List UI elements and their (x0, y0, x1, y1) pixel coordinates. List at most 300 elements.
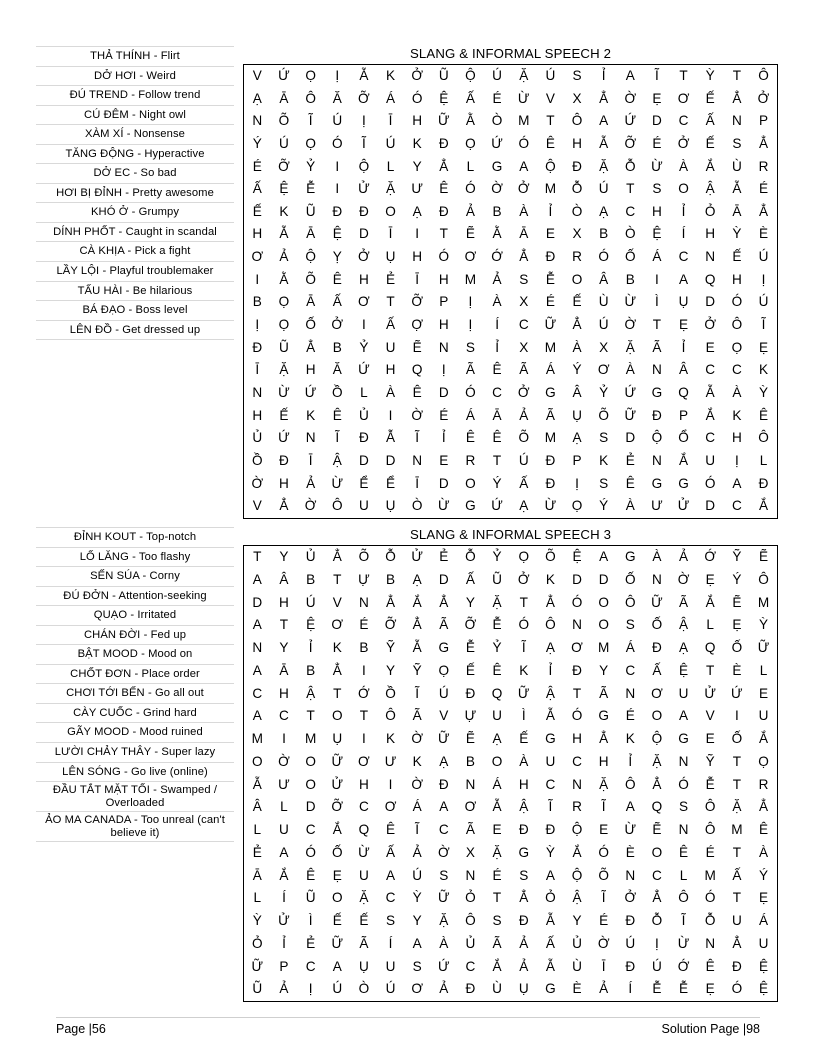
grid-cell[interactable]: Ú (518, 452, 529, 468)
grid-cell[interactable]: Ì (308, 913, 313, 928)
grid-cell[interactable]: L (759, 662, 768, 678)
grid-cell[interactable]: H (705, 226, 716, 242)
grid-cell[interactable]: A (679, 271, 689, 287)
grid-cell[interactable]: H (598, 753, 609, 769)
grid-cell[interactable]: Đ (572, 662, 582, 678)
grid-cell[interactable]: Ẵ (545, 708, 555, 724)
grid-cell[interactable]: Ệ (652, 226, 662, 242)
grid-cell[interactable]: T (519, 594, 528, 610)
grid-cell[interactable]: G (651, 384, 663, 400)
grid-cell[interactable]: T (492, 890, 502, 906)
grid-cell[interactable]: X (572, 90, 582, 106)
grid-cell[interactable]: Y (279, 549, 289, 564)
grid-cell[interactable]: G (491, 158, 503, 174)
grid-cell[interactable]: Ế (279, 407, 289, 423)
grid-cell[interactable]: Y (465, 594, 475, 610)
grid-cell[interactable]: Ờ (677, 571, 690, 587)
grid-cell[interactable]: Ã (412, 708, 422, 724)
grid-cell[interactable]: S (465, 339, 475, 355)
grid-cell[interactable]: S (519, 271, 529, 287)
grid-cell[interactable]: Õ (358, 549, 370, 564)
grid-cell[interactable]: Ý (252, 135, 262, 151)
grid-cell[interactable]: À (625, 362, 635, 378)
grid-cell[interactable]: Ệ (439, 90, 449, 106)
grid-cell[interactable]: Ă (332, 90, 342, 106)
grid-cell[interactable]: Ẳ (599, 731, 609, 746)
grid-cell[interactable]: B (599, 226, 609, 242)
grid-cell[interactable]: M (518, 113, 530, 129)
grid-cell[interactable]: Ĩ (601, 799, 606, 815)
grid-cell[interactable]: Ī (388, 113, 393, 129)
grid-cell[interactable]: C (358, 799, 369, 815)
grid-cell[interactable]: Ī (601, 958, 606, 974)
grid-cell[interactable]: S (412, 958, 422, 974)
grid-cell[interactable]: R (572, 249, 582, 265)
grid-cell[interactable]: Ẵ (732, 181, 742, 197)
grid-cell[interactable]: Ớ (358, 685, 370, 701)
grid-cell[interactable]: I (282, 731, 286, 746)
grid-cell[interactable]: Ê (465, 430, 475, 446)
grid-cell[interactable]: H (412, 249, 423, 265)
grid-cell[interactable]: Ô (385, 708, 396, 724)
grid-cell[interactable]: Ỳ (545, 844, 555, 860)
grid-cell[interactable]: Ỏ (704, 203, 716, 219)
grid-cell[interactable]: Â (679, 362, 689, 378)
grid-cell[interactable]: Ā (306, 226, 316, 242)
grid-cell[interactable]: P (439, 294, 449, 310)
grid-cell[interactable]: L (679, 867, 688, 883)
grid-cell[interactable]: Ã (599, 685, 609, 701)
grid-cell[interactable]: Á (652, 249, 662, 265)
grid-cell[interactable]: É (758, 181, 769, 197)
grid-cell[interactable]: Ó (518, 617, 530, 633)
grid-cell[interactable]: Ở (411, 68, 423, 83)
grid-cell[interactable]: Ắ (332, 822, 342, 837)
grid-cell[interactable]: Ú (758, 294, 769, 310)
grid-cell[interactable]: Ỳ (758, 384, 769, 400)
grid-cell[interactable]: À (758, 844, 769, 860)
grid-cell[interactable]: Ả (519, 407, 529, 423)
grid-cell[interactable]: Ỡ (624, 135, 637, 151)
grid-cell[interactable]: S (572, 68, 582, 83)
grid-cell[interactable]: Ở (704, 317, 717, 333)
grid-cell[interactable]: Ụ (358, 958, 369, 974)
grid-cell[interactable]: Đ (252, 339, 263, 355)
grid-cell[interactable]: X (572, 226, 582, 242)
grid-cell[interactable]: Ý (732, 571, 742, 587)
grid-cell[interactable]: Ế (359, 913, 369, 928)
grid-cell[interactable]: C (492, 384, 502, 400)
grid-cell[interactable]: Ế (519, 731, 529, 746)
grid-cell[interactable]: Ỡ (384, 617, 397, 633)
grid-cell[interactable]: Ạ (572, 430, 582, 446)
grid-cell[interactable]: G (465, 498, 476, 514)
grid-cell[interactable]: É (545, 294, 555, 310)
grid-cell[interactable]: Ừ (651, 158, 663, 174)
grid-cell[interactable]: K (599, 452, 609, 468)
grid-cell[interactable]: Ẵ (492, 799, 502, 815)
grid-cell[interactable]: Ụ (572, 407, 582, 423)
grid-cell[interactable]: N (252, 113, 263, 129)
grid-cell[interactable]: Ẽ (465, 226, 475, 242)
grid-cell[interactable]: N (705, 249, 716, 265)
grid-cell[interactable]: Ậ (679, 617, 689, 633)
grid-cell[interactable]: Ũ (279, 339, 289, 355)
grid-cell[interactable]: Ớ (677, 958, 690, 974)
grid-cell[interactable]: Đ (625, 958, 636, 974)
grid-cell[interactable]: N (572, 776, 582, 792)
grid-cell[interactable]: Ù (731, 158, 742, 174)
grid-cell[interactable]: Q (678, 384, 689, 400)
grid-cell[interactable]: Y (412, 913, 422, 928)
grid-cell[interactable]: V (252, 68, 262, 83)
grid-cell[interactable]: C (252, 685, 263, 701)
grid-cell[interactable]: T (706, 662, 715, 678)
grid-cell[interactable]: Ữ (438, 731, 450, 746)
grid-cell[interactable]: Ẵ (545, 958, 555, 974)
grid-cell[interactable]: Đ (545, 822, 556, 837)
grid-cell[interactable]: Đ (358, 203, 369, 219)
grid-cell[interactable]: V (252, 498, 262, 514)
grid-cell[interactable]: I (734, 708, 739, 724)
grid-cell[interactable]: Ồ (331, 384, 343, 400)
grid-cell[interactable]: O (252, 753, 263, 769)
grid-cell[interactable]: D (705, 294, 716, 310)
grid-cell[interactable]: Ẹ (705, 981, 715, 997)
grid-cell[interactable]: Ậ (545, 685, 555, 701)
grid-cell[interactable]: T (333, 571, 342, 587)
grid-cell[interactable]: E (439, 452, 449, 468)
grid-cell[interactable]: Â (572, 384, 582, 400)
grid-cell[interactable]: K (412, 753, 422, 769)
grid-cell[interactable]: D (358, 226, 369, 242)
grid-cell[interactable]: É (625, 708, 635, 724)
grid-cell[interactable]: C (545, 776, 556, 792)
grid-cell[interactable]: D (252, 594, 263, 610)
grid-cell[interactable]: Ò (625, 226, 636, 242)
grid-cell[interactable]: Ỉ (601, 68, 606, 83)
grid-cell[interactable]: Ỗ (571, 181, 583, 197)
grid-cell[interactable]: Ú (545, 68, 556, 83)
grid-cell[interactable]: Ằ (465, 113, 475, 129)
grid-cell[interactable]: Ả (492, 271, 502, 287)
grid-cell[interactable]: H (731, 430, 742, 446)
grid-cell[interactable]: Ẵ (359, 68, 369, 83)
grid-cell[interactable]: Ừ (624, 822, 637, 837)
grid-cell[interactable]: A (252, 617, 262, 633)
grid-cell[interactable]: Ủ (305, 549, 316, 564)
grid-cell[interactable]: Ê (492, 430, 502, 446)
grid-cell[interactable]: Ò (491, 113, 503, 129)
grid-cell[interactable]: M (304, 731, 317, 746)
grid-cell[interactable]: Đ (652, 640, 662, 655)
grid-cell[interactable]: Õ (598, 867, 609, 883)
grid-cell[interactable]: Q (704, 271, 716, 287)
grid-cell[interactable]: Ị (441, 362, 446, 378)
grid-cell[interactable]: Ú (598, 181, 609, 197)
grid-cell[interactable]: Y (599, 662, 609, 678)
grid-cell[interactable]: Ỉ (308, 640, 313, 655)
grid-cell[interactable]: Ũ (492, 571, 502, 587)
grid-cell[interactable]: Ì (655, 294, 659, 310)
grid-cell[interactable]: M (704, 867, 716, 883)
grid-cell[interactable]: À (652, 549, 662, 564)
grid-cell[interactable]: Ọ (731, 339, 743, 355)
grid-cell[interactable]: Ệ (758, 958, 769, 974)
grid-cell[interactable]: Ẳ (279, 498, 289, 514)
grid-cell[interactable]: Ọ (571, 498, 583, 514)
grid-cell[interactable]: Ó (571, 594, 583, 610)
grid-cell[interactable]: Đ (438, 776, 449, 792)
grid-cell[interactable]: Ế (332, 913, 342, 928)
grid-cell[interactable]: Ó (465, 384, 476, 400)
grid-cell[interactable]: Ạ (545, 640, 555, 655)
grid-cell[interactable]: Ĩ (361, 135, 366, 151)
grid-cell[interactable]: N (465, 867, 476, 883)
grid-cell[interactable]: Đ (545, 452, 556, 468)
grid-cell[interactable]: Ỗ (704, 913, 716, 928)
grid-cell[interactable]: Ã (519, 362, 529, 378)
grid-cell[interactable]: Q (651, 799, 663, 815)
grid-cell[interactable]: Ẹ (679, 317, 689, 333)
grid-cell[interactable]: Ẽ (652, 822, 662, 837)
grid-cell[interactable]: D (705, 498, 716, 514)
grid-cell[interactable]: Ă (332, 362, 342, 378)
grid-cell[interactable]: K (306, 407, 316, 423)
grid-cell[interactable]: Ệ (679, 662, 689, 678)
grid-cell[interactable]: Q (358, 822, 370, 837)
grid-cell[interactable]: Ô (331, 498, 343, 514)
grid-cell[interactable]: Ỷ (359, 339, 369, 355)
grid-cell[interactable]: Ô (758, 571, 769, 587)
grid-cell[interactable]: Ā (492, 407, 502, 423)
grid-cell[interactable]: Ệ (572, 549, 582, 564)
grid-cell[interactable]: I (335, 181, 340, 197)
grid-cell[interactable]: Ô (545, 617, 556, 633)
grid-cell[interactable]: Ị (468, 294, 473, 310)
grid-cell[interactable]: R (758, 776, 769, 792)
grid-cell[interactable]: Ộ (651, 731, 663, 746)
grid-cell[interactable]: Ù (492, 981, 502, 997)
grid-cell[interactable]: U (358, 867, 369, 883)
grid-cell[interactable]: Ơ (651, 685, 663, 701)
grid-cell[interactable]: Ĩ (308, 113, 313, 129)
grid-cell[interactable]: Ỡ (331, 799, 344, 815)
grid-cell[interactable]: À (679, 158, 689, 174)
grid-cell[interactable]: Ô (305, 90, 316, 106)
grid-cell[interactable]: O (598, 594, 609, 610)
grid-cell[interactable]: Ĩ (681, 913, 686, 928)
grid-cell[interactable]: Ẳ (412, 617, 422, 633)
grid-cell[interactable]: M (757, 594, 770, 610)
grid-cell[interactable]: I (655, 271, 659, 287)
grid-cell[interactable]: Ỹ (705, 753, 715, 769)
grid-cell[interactable]: Ờ (251, 475, 264, 491)
grid-cell[interactable]: T (732, 890, 741, 906)
grid-cell[interactable]: Ỷ (492, 549, 502, 564)
grid-cell[interactable]: Ạ (252, 90, 262, 106)
grid-cell[interactable]: T (546, 113, 555, 129)
grid-cell[interactable]: Ỹ (385, 640, 396, 655)
grid-cell[interactable]: Ô (625, 776, 636, 792)
grid-cell[interactable]: Ặ (652, 753, 662, 769)
grid-cell[interactable]: Ê (306, 867, 316, 883)
grid-cell[interactable]: Ặ (625, 339, 635, 355)
grid-cell[interactable]: Ấ (385, 844, 396, 860)
grid-cell[interactable]: Ỳ (412, 890, 422, 906)
grid-cell[interactable]: Đ (731, 958, 742, 974)
grid-cell[interactable]: H (412, 113, 423, 129)
grid-cell[interactable]: Ô (731, 317, 743, 333)
grid-cell[interactable]: D (385, 452, 396, 468)
grid-cell[interactable]: N (652, 452, 662, 468)
grid-cell[interactable]: Ò (411, 498, 423, 514)
grid-cell[interactable]: Ặ (279, 362, 289, 378)
grid-cell[interactable]: Ả (679, 549, 689, 564)
grid-cell[interactable]: A (385, 867, 396, 883)
grid-cell[interactable]: Ẽ (465, 731, 475, 746)
grid-cell[interactable]: L (280, 799, 288, 815)
grid-cell[interactable]: T (572, 685, 582, 701)
grid-cell[interactable]: Ệ (758, 981, 769, 997)
grid-cell[interactable]: Ỉ (548, 662, 553, 678)
grid-cell[interactable]: Ỡ (278, 158, 290, 174)
grid-cell[interactable]: A (252, 662, 262, 678)
grid-cell[interactable]: Ộ (571, 822, 583, 837)
grid-cell[interactable]: Ở (331, 317, 344, 333)
grid-cell[interactable]: Ỷ (306, 158, 316, 174)
grid-cell[interactable]: Ó (598, 249, 609, 265)
grid-cell[interactable]: Ơ (358, 753, 370, 769)
grid-cell[interactable]: Ī (308, 452, 313, 468)
grid-cell[interactable]: N (412, 452, 423, 468)
grid-cell[interactable]: Ạ (492, 731, 502, 746)
grid-cell[interactable]: Ấ (465, 90, 475, 106)
grid-cell[interactable]: Â (252, 799, 262, 815)
grid-cell[interactable]: Ố (731, 731, 743, 746)
grid-cell[interactable]: Ý (572, 362, 582, 378)
grid-cell[interactable]: Ộ (571, 867, 583, 883)
grid-cell[interactable]: Ữ (624, 407, 637, 423)
grid-cell[interactable]: Ọ (278, 317, 290, 333)
grid-cell[interactable]: H (279, 685, 289, 701)
grid-cell[interactable]: Ỳ (252, 913, 262, 928)
grid-cell[interactable]: Ạ (599, 203, 609, 219)
grid-cell[interactable]: Ả (599, 981, 609, 997)
grid-cell[interactable]: Ệ (332, 226, 342, 242)
grid-cell[interactable]: Í (495, 317, 499, 333)
grid-cell[interactable]: R (758, 158, 769, 174)
grid-cell[interactable]: T (386, 294, 395, 310)
grid-cell[interactable]: Ả (519, 958, 529, 974)
grid-cell[interactable]: Ủ (358, 407, 369, 423)
grid-cell[interactable]: M (544, 339, 557, 355)
grid-cell[interactable]: H (279, 475, 289, 491)
grid-cell[interactable]: Y (279, 640, 289, 655)
grid-cell[interactable]: Ợ (411, 317, 423, 333)
grid-cell[interactable]: Ĩ (415, 685, 420, 701)
grid-cell[interactable]: Ừ (544, 498, 557, 514)
grid-cell[interactable]: I (255, 271, 260, 287)
grid-cell[interactable]: V (332, 594, 342, 610)
grid-cell[interactable]: Ó (598, 844, 609, 860)
grid-cell[interactable]: H (731, 271, 742, 287)
grid-cell[interactable]: Ấ (332, 294, 342, 310)
grid-cell[interactable]: Ớ (704, 549, 717, 564)
grid-cell[interactable]: K (385, 731, 396, 746)
grid-cell[interactable]: H (279, 594, 289, 610)
grid-cell[interactable]: O (571, 271, 583, 287)
grid-cell[interactable]: Í (681, 226, 686, 242)
grid-cell[interactable]: Ù (572, 958, 582, 974)
grid-cell[interactable]: Ê (758, 407, 769, 423)
letter-grid-1[interactable] (243, 64, 778, 519)
grid-cell[interactable]: Ọ (438, 662, 450, 678)
grid-cell[interactable]: Ố (651, 617, 663, 633)
grid-cell[interactable]: Ẹ (652, 90, 662, 106)
grid-cell[interactable]: Ị (761, 271, 766, 287)
grid-cell[interactable]: Đ (465, 981, 476, 997)
grid-cell[interactable]: R (572, 799, 582, 815)
grid-cell[interactable]: Ì (521, 708, 526, 724)
grid-cell[interactable]: Ê (758, 822, 769, 837)
grid-cell[interactable]: Ó (678, 776, 689, 792)
grid-cell[interactable]: Á (625, 640, 635, 655)
grid-cell[interactable]: Ặ (359, 890, 369, 906)
grid-cell[interactable]: Ị (308, 981, 313, 997)
grid-cell[interactable]: A (279, 844, 289, 860)
grid-cell[interactable]: Ũ (252, 981, 263, 997)
grid-cell[interactable]: Ắ (679, 452, 689, 468)
grid-cell[interactable]: Đ (518, 913, 529, 928)
grid-cell[interactable]: Ò (358, 981, 370, 997)
grid-cell[interactable]: O (305, 753, 316, 769)
grid-cell[interactable]: Ắ (279, 867, 289, 883)
grid-cell[interactable]: U (385, 339, 396, 355)
grid-cell[interactable]: Ẹ (332, 867, 342, 883)
grid-cell[interactable]: B (465, 753, 475, 769)
grid-cell[interactable]: U (385, 958, 396, 974)
grid-cell[interactable]: Ắ (412, 594, 422, 610)
grid-cell[interactable]: G (625, 549, 636, 564)
grid-cell[interactable]: A (332, 958, 342, 974)
grid-cell[interactable]: Ữ (544, 317, 557, 333)
grid-cell[interactable]: Ẵ (545, 913, 555, 928)
grid-cell[interactable]: Q (411, 362, 423, 378)
grid-cell[interactable]: I (361, 317, 366, 333)
grid-cell[interactable]: Ĩ (601, 890, 606, 906)
grid-cell[interactable]: Ỉ (495, 339, 499, 355)
grid-cell[interactable]: T (279, 617, 289, 633)
grid-cell[interactable]: I (361, 662, 366, 678)
grid-cell[interactable]: Ở (624, 890, 637, 906)
grid-cell[interactable]: Ỉ (441, 430, 446, 446)
grid-cell[interactable]: Ú (492, 68, 502, 83)
grid-cell[interactable]: U (758, 935, 769, 951)
grid-cell[interactable]: N (678, 822, 689, 837)
grid-cell[interactable]: S (492, 913, 502, 928)
grid-cell[interactable]: Ậ (519, 799, 529, 815)
grid-cell[interactable]: Ã (465, 822, 475, 837)
grid-cell[interactable]: É (439, 407, 449, 423)
grid-cell[interactable]: Q (704, 640, 716, 655)
grid-cell[interactable]: Ặ (492, 594, 502, 610)
grid-cell[interactable]: Ừ (677, 935, 690, 951)
grid-cell[interactable]: Ử (331, 776, 344, 792)
grid-cell[interactable]: Ị (734, 452, 739, 468)
grid-cell[interactable]: C (305, 958, 316, 974)
grid-cell[interactable]: O (385, 203, 396, 219)
